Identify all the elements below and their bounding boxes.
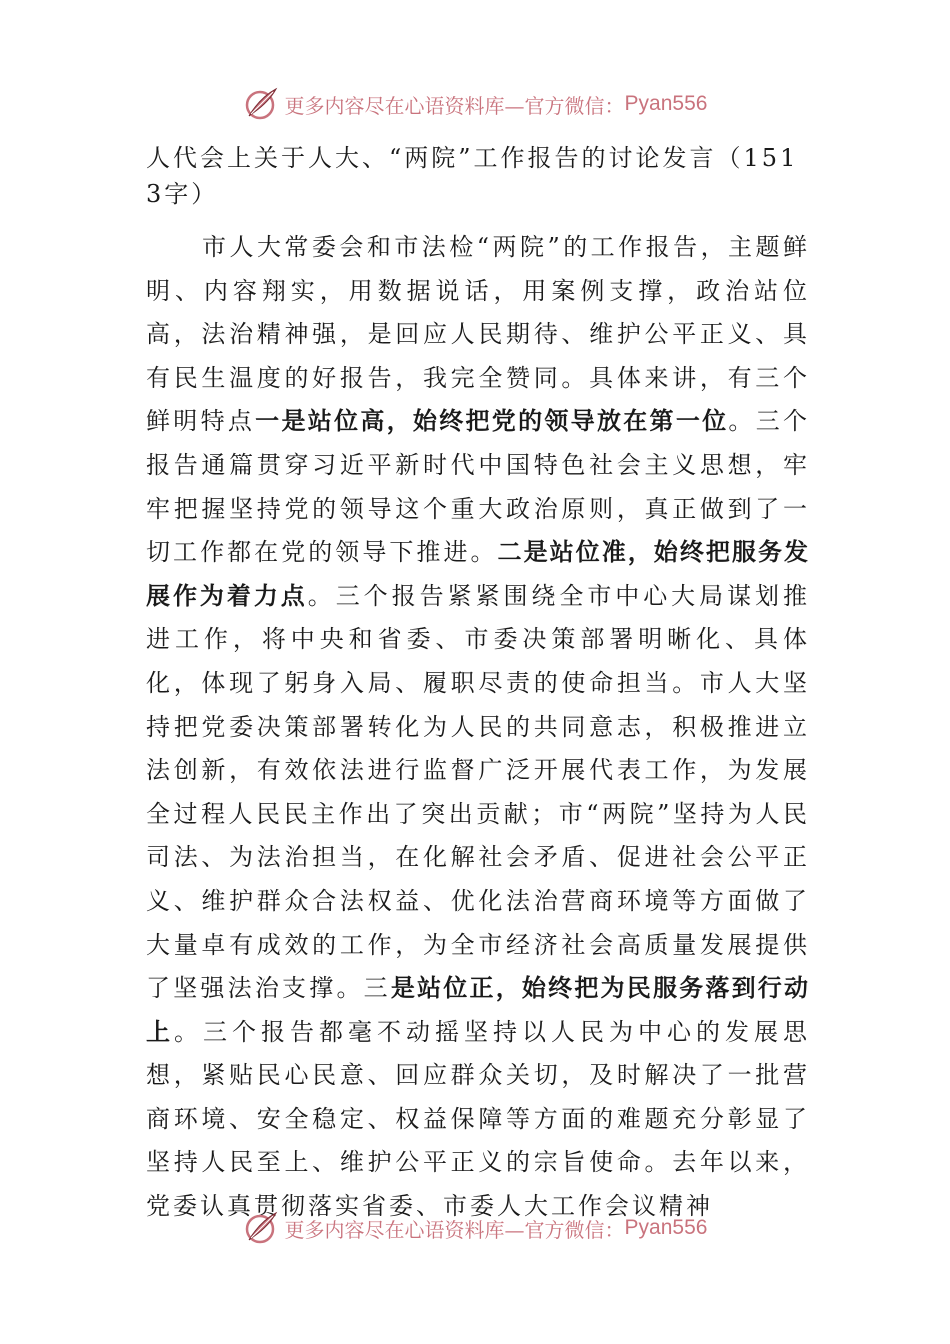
body-paragraph — [146, 226, 810, 1229]
watermark-banner-top — [0, 84, 950, 124]
watermark-id: Pyan556 — [624, 92, 708, 115]
watermark-group — [243, 1210, 708, 1246]
paragraph-text-4: 。三个报告都毫不动摇坚持以人民为中心的发展思想，紧贴民心民意、回应群众关切，及时解决了一批营商环境、安全稳定、权益保障等方面的难题充分彰显了坚持人民至上、维护公平正义的宗旨使命。去年以来，党委认真贯彻落实省委、市委人大工作会议精神 — [146, 1017, 810, 1221]
document-body — [146, 140, 810, 1229]
watermark-id: Pyan556 — [624, 1216, 708, 1239]
watermark-text: 更多内容尽在心语资料库—官方微信： — [284, 1217, 625, 1242]
paragraph-text-3: 。三个报告紧紧围绕全市中心大局谋划推进工作，将中央和省委、市委决策部署明晰化、具体化，体现了躬身入局、履职尽责的使命担当。市人大坚持把党委决策部署转化为人民的共同意志，积极推进立法创新，有效依法进行监督广泛开展代表工作，为发展全过程人民民主作出了突出贡献；市“两院”坚持为人民司法、为法治担当，在化解社会矛盾、促进社会公平正义、维护群众合法权益、优化法治营商环境等方面做了大量卓有成效的工作，为全市经济社会高质量发展提供了坚强法治支撑。三 — [146, 581, 811, 1003]
quill-logo-icon — [243, 86, 279, 122]
quill-logo-icon — [243, 1210, 279, 1246]
paragraph-text-2: 。三个报告通篇贯穿习近平新时代中国特色社会主义思想，牢牢把握坚持党的领导这个重大政治原则，真正做到了一切工作都在党的领导下推进。 — [146, 407, 811, 567]
point-three-heading: 是站位正，始终把为民服务落到行动上 — [146, 974, 810, 1046]
point-one-heading: 一是站位高，始终把党的领导放在第一位 — [255, 407, 729, 436]
watermark-banner-bottom — [0, 1208, 950, 1248]
document-title: 人代会上关于人大、“两院”工作报告的讨论发言（1513字） — [146, 144, 799, 208]
point-two-heading: 二是站位准，始终把服务发展作为着力点 — [146, 538, 811, 610]
watermark-group — [243, 86, 708, 122]
watermark-text: 更多内容尽在心语资料库—官方微信： — [284, 93, 625, 118]
paragraph-text-1: 市人大常委会和市法检“两院”的工作报告，主题鲜明、内容翔实，用数据说话，用案例支撑，政治站位高，法治精神强，是回应人民期待、维护公平正义、具有民生温度的好报告，我完全赞同。具体来讲，有三个鲜明特点 — [146, 233, 810, 436]
